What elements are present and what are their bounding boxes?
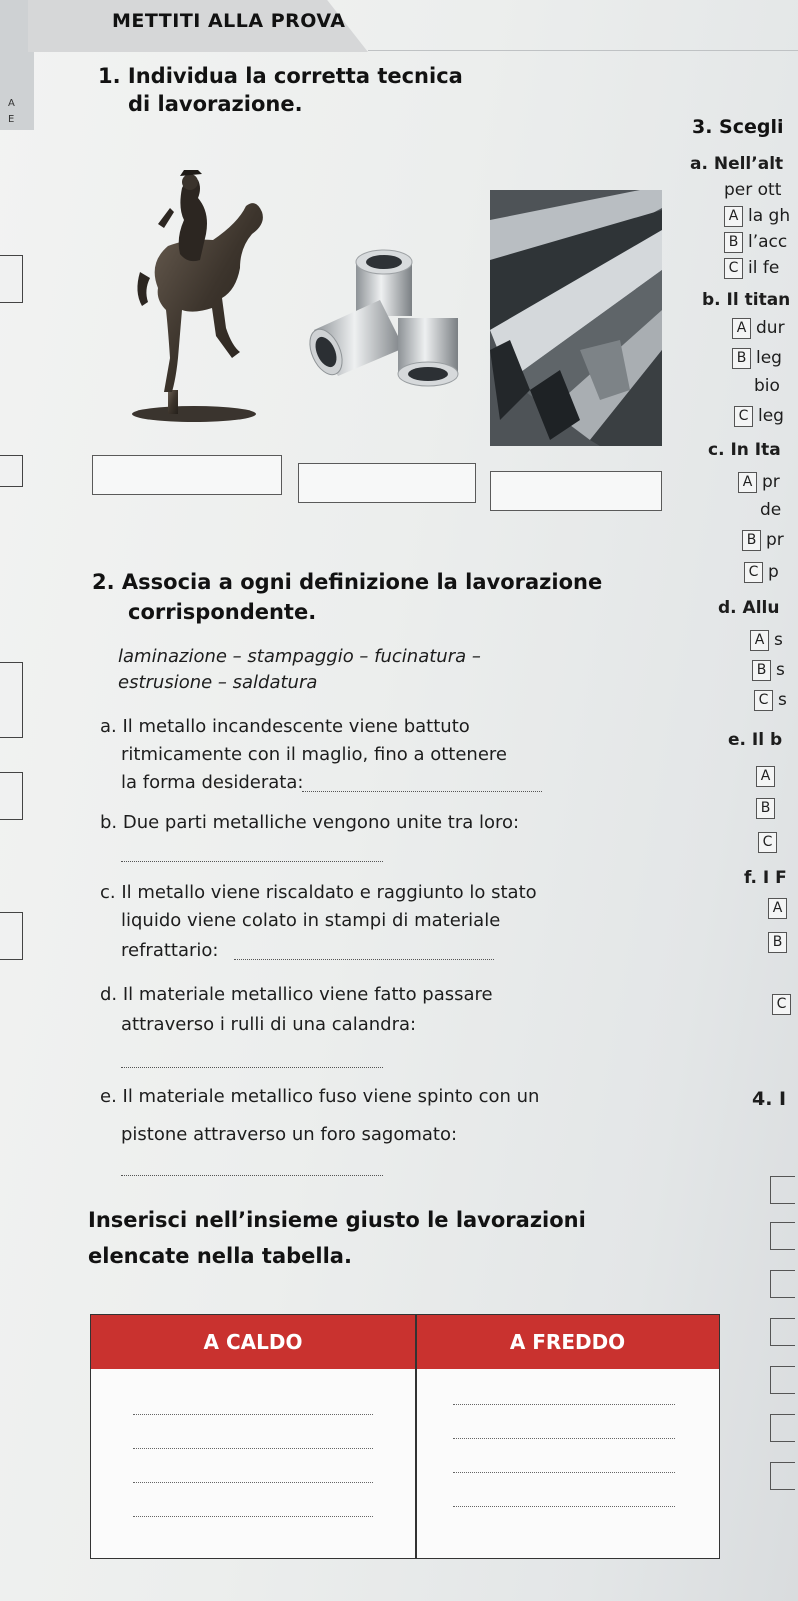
ex3-b-B-text: leg <box>756 348 782 368</box>
option-b-B[interactable]: B <box>732 348 751 369</box>
ex3-c-C-text: p <box>768 562 779 582</box>
ex4-checkbox[interactable] <box>770 1318 795 1346</box>
edge-box <box>0 455 23 487</box>
option-a-B[interactable]: B <box>724 232 743 253</box>
ex3-f-label: f. I F <box>744 868 787 888</box>
option-d-B[interactable]: B <box>752 660 771 681</box>
option-f-B[interactable]: B <box>768 932 787 953</box>
edge-box <box>0 772 23 820</box>
item-d-answer-line[interactable] <box>121 1066 383 1068</box>
item-e-text-cont: pistone attraverso un foro sagomato: <box>121 1124 458 1145</box>
cold-answer-line[interactable] <box>453 1471 675 1473</box>
hot-answer-line[interactable] <box>133 1413 373 1415</box>
item-a-text-cont2: la forma desiderata: <box>121 772 304 793</box>
tubes-image <box>300 248 468 390</box>
hot-answer-line[interactable] <box>133 1481 373 1483</box>
options-list: laminazione – stampaggio – fucinatura – <box>118 646 481 667</box>
margin-letter: A <box>8 98 15 109</box>
ex3-a-A-text: la gh <box>748 206 791 226</box>
edge-box <box>0 662 23 738</box>
item-d-text-cont: attraverso i rulli di una calandra: <box>121 1014 417 1035</box>
ex4-checkbox[interactable] <box>770 1270 795 1298</box>
item-a-text: a. Il metallo incandescente viene battuto <box>100 716 470 737</box>
options-list-cont: estrusione – saldatura <box>118 672 318 693</box>
ex3-a-cont: per ott <box>724 180 782 200</box>
ex3-e-label: e. Il b <box>728 730 783 750</box>
statue-image <box>128 168 268 426</box>
ex3-d-label: d. Allu <box>718 598 780 618</box>
profiles-image <box>490 190 662 446</box>
col-header-cold: A FREDDO <box>416 1315 719 1369</box>
exercise-3-title: 3. Scegli <box>692 116 784 138</box>
ex3-c-A-text-cont: de <box>760 500 782 520</box>
item-d-text: d. Il materiale metallico viene fatto passare <box>100 984 493 1005</box>
ex3-b-B-text-cont: bio <box>754 376 780 396</box>
ex4-checkbox[interactable] <box>770 1222 795 1250</box>
ex3-b-A-text: dur <box>756 318 785 338</box>
classification-table <box>90 1314 720 1559</box>
item-a-text-cont: ritmicamente con il maglio, fino a ottenere <box>121 744 507 765</box>
exercise-2-title-cont: corrispondente. <box>128 600 317 624</box>
item-b-answer-line[interactable] <box>121 860 383 862</box>
ex4-checkbox[interactable] <box>770 1414 795 1442</box>
answer-box-3[interactable] <box>490 471 662 511</box>
table-divider <box>415 1315 417 1558</box>
option-b-C[interactable]: C <box>734 406 753 427</box>
cold-answer-line[interactable] <box>453 1403 675 1405</box>
ex3-d-B-text: s <box>776 660 785 680</box>
ex4-checkbox[interactable] <box>770 1462 795 1490</box>
item-e-answer-line[interactable] <box>121 1174 383 1176</box>
option-f-C[interactable]: C <box>772 994 791 1015</box>
cold-answer-line[interactable] <box>453 1437 675 1439</box>
cold-answer-line[interactable] <box>453 1505 675 1507</box>
table-instruction: Inserisci nell’insieme giusto le lavorazioni <box>88 1208 586 1232</box>
ex3-a-C-text: il fe <box>748 258 780 278</box>
ex3-c-label: c. In Ita <box>708 440 781 460</box>
option-a-C[interactable]: C <box>724 258 743 279</box>
exercise-1-title-cont: di lavorazione. <box>128 92 303 116</box>
option-e-C[interactable]: C <box>758 832 777 853</box>
section-title: METTITI ALLA PROVA <box>112 10 346 32</box>
ex3-d-C-text: s <box>778 690 787 710</box>
col-header-hot: A CALDO <box>91 1315 415 1369</box>
exercise-4-label: 4. I <box>752 1088 787 1110</box>
exercise-2-title: 2. Associa a ogni definizione la lavorazione <box>92 570 603 594</box>
item-c-answer-line[interactable] <box>234 958 494 960</box>
option-e-B[interactable]: B <box>756 798 775 819</box>
item-a-answer-line[interactable] <box>302 790 542 792</box>
ex3-c-B-text: pr <box>766 530 784 550</box>
edge-box <box>0 912 23 960</box>
ex3-a-label: a. Nell’alt <box>690 154 784 174</box>
edge-box <box>0 255 23 303</box>
hot-answer-line[interactable] <box>133 1447 373 1449</box>
ex4-checkbox[interactable] <box>770 1366 795 1394</box>
item-c-text: c. Il metallo viene riscaldato e raggiunto lo stato <box>100 882 537 903</box>
option-e-A[interactable]: A <box>756 766 775 787</box>
margin-letter: E <box>8 114 15 125</box>
ex3-b-label: b. Il titan <box>702 290 791 310</box>
header-rule <box>368 50 798 51</box>
option-f-A[interactable]: A <box>768 898 787 919</box>
item-e-text: e. Il materiale metallico fuso viene spinto con un <box>100 1086 540 1107</box>
option-b-A[interactable]: A <box>732 318 751 339</box>
ex4-checkbox[interactable] <box>770 1176 795 1204</box>
item-c-text-cont: liquido viene colato in stampi di materiale <box>121 910 501 931</box>
option-d-C[interactable]: C <box>754 690 773 711</box>
option-c-C[interactable]: C <box>744 562 763 583</box>
item-c-text-cont2: refrattario: <box>121 940 219 961</box>
answer-box-2[interactable] <box>298 463 476 503</box>
hot-answer-line[interactable] <box>133 1515 373 1517</box>
ex3-d-A-text: s <box>774 630 783 650</box>
option-c-A[interactable]: A <box>738 472 757 493</box>
option-a-A[interactable]: A <box>724 206 743 227</box>
option-c-B[interactable]: B <box>742 530 761 551</box>
exercise-1-title: 1. Individua la corretta tecnica <box>98 64 463 88</box>
option-d-A[interactable]: A <box>750 630 769 651</box>
table-instruction-cont: elencate nella tabella. <box>88 1244 352 1268</box>
ex3-b-C-text: leg <box>758 406 784 426</box>
answer-box-1[interactable] <box>92 455 282 495</box>
ex3-a-B-text: l’acc <box>748 232 788 252</box>
ex3-c-A-text: pr <box>762 472 780 492</box>
item-b-text: b. Due parti metalliche vengono unite tra loro: <box>100 812 520 833</box>
